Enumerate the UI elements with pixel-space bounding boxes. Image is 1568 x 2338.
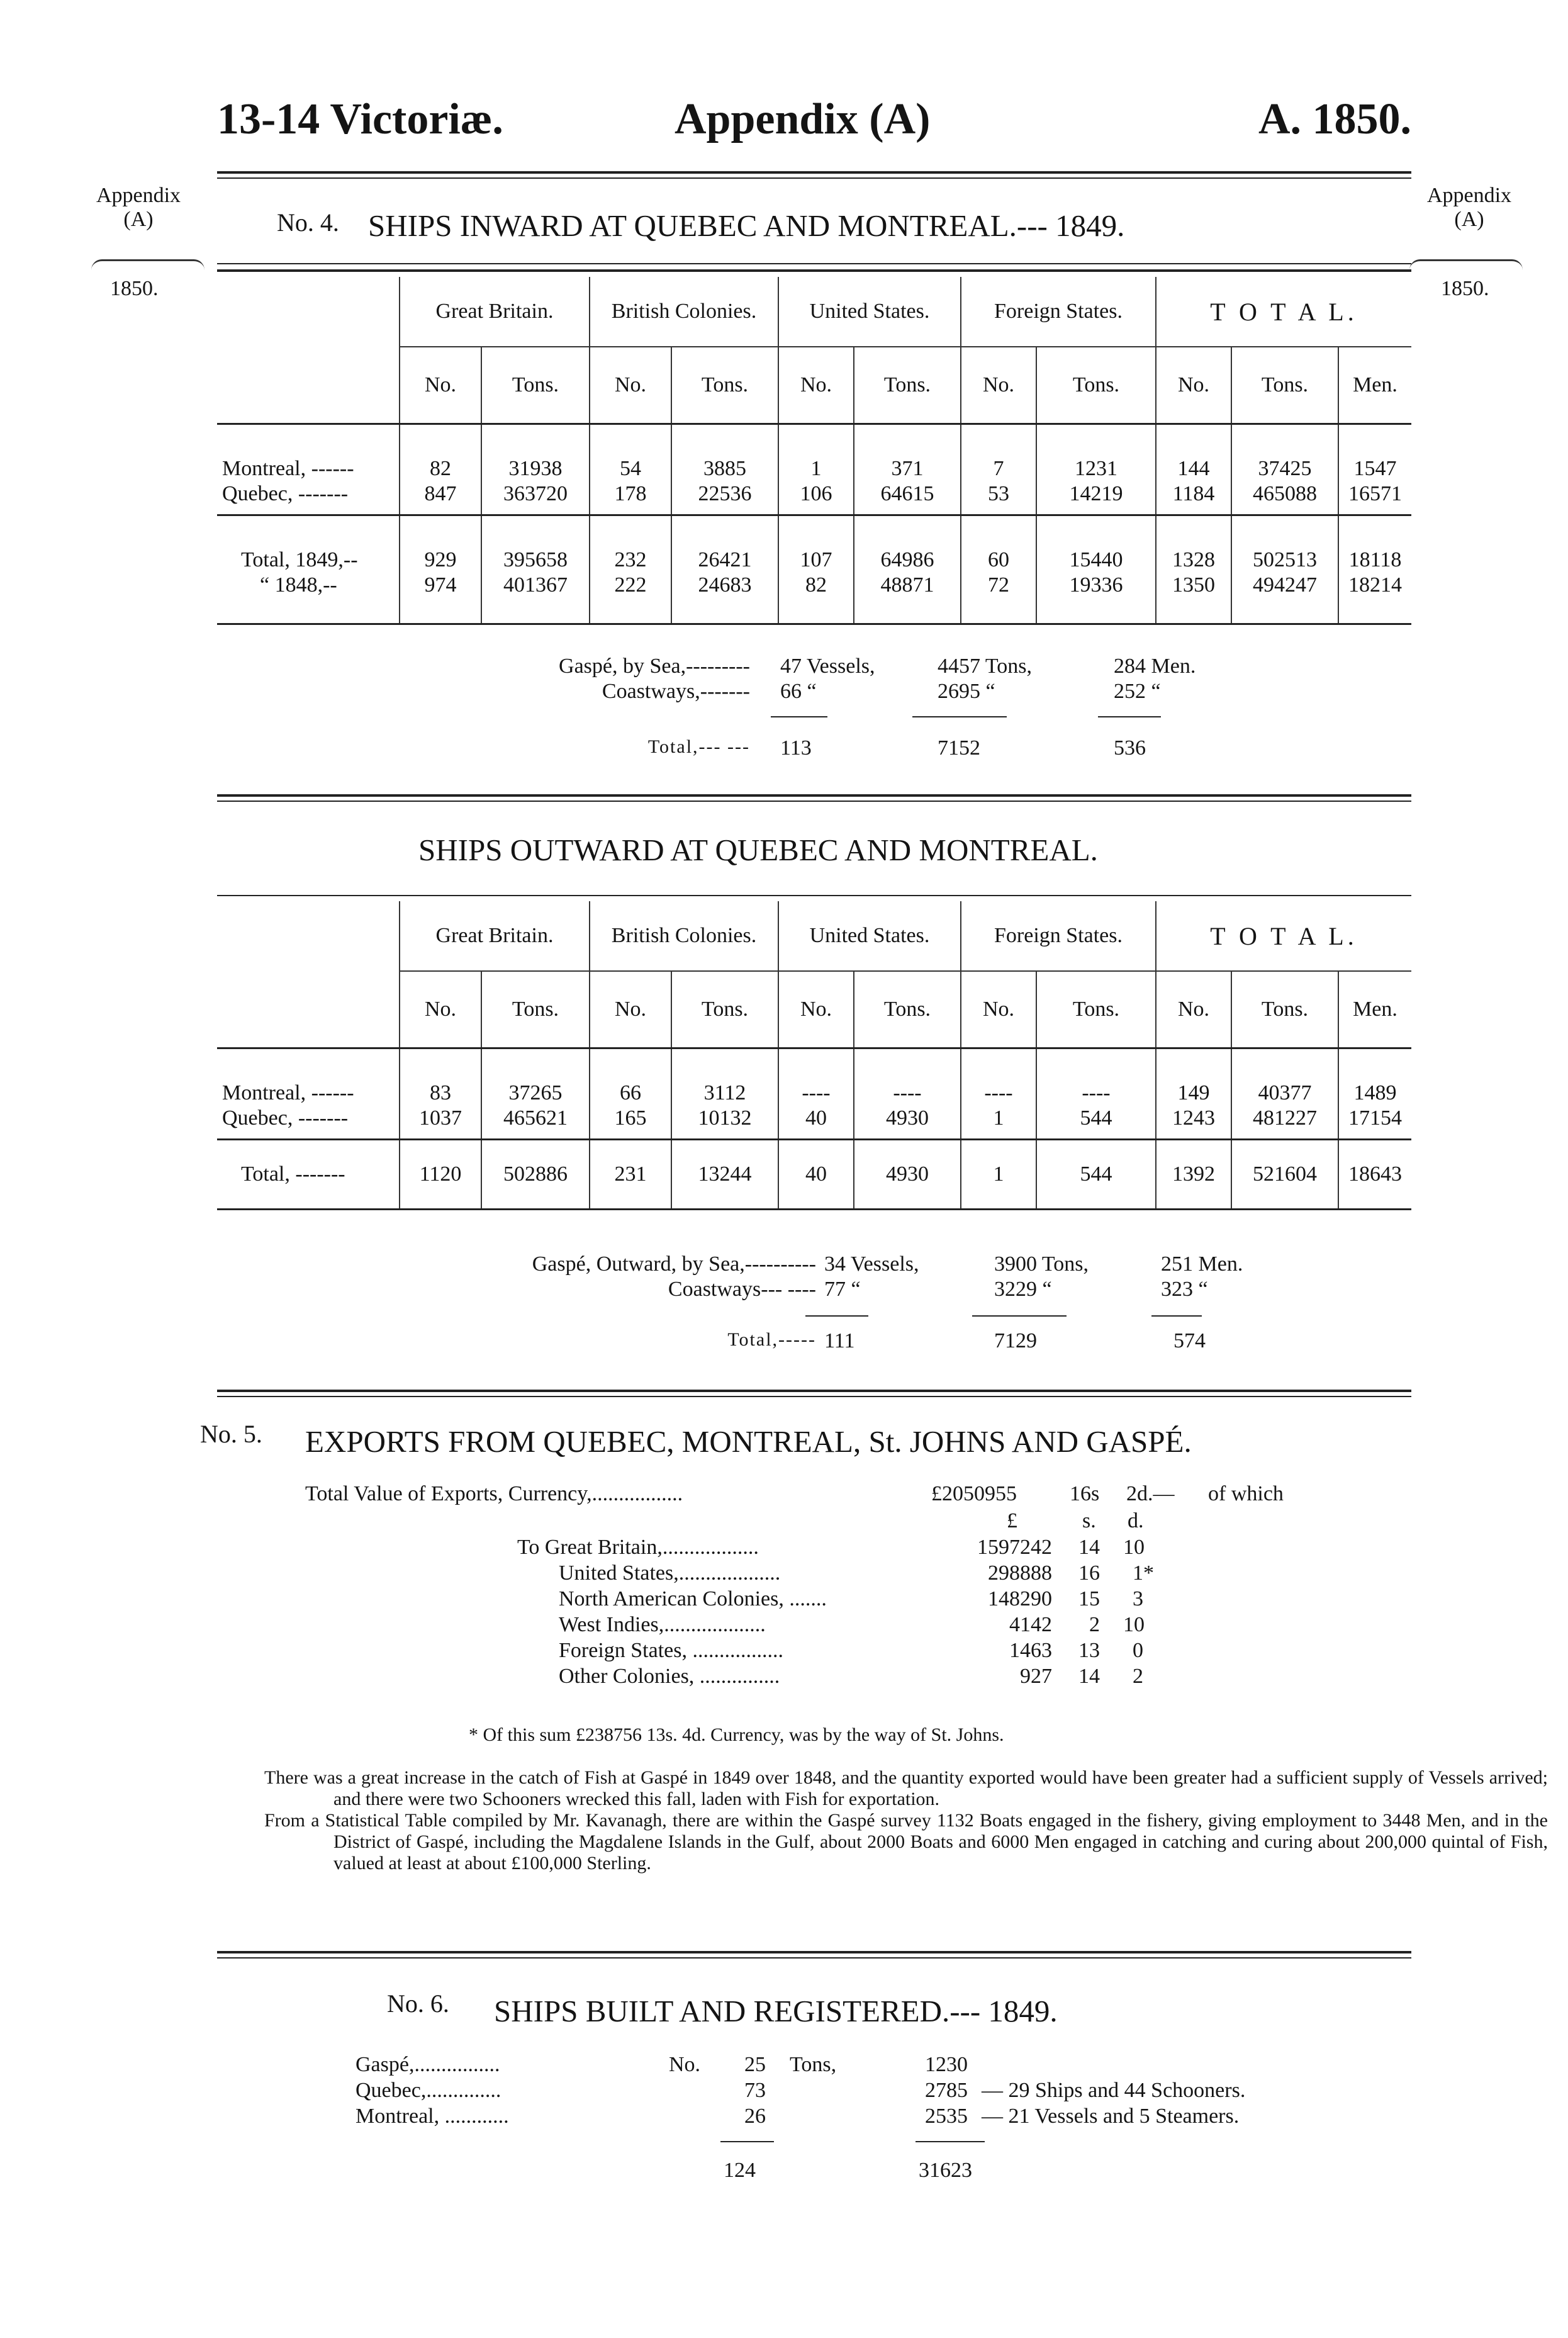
- margin-right-appendix: Appendix: [1426, 184, 1512, 207]
- col-header: No.: [778, 347, 854, 424]
- inward-coastways-men: 252 “: [1114, 680, 1161, 703]
- inward-total-tons: 7152: [938, 736, 980, 760]
- inward-gaspe-tons: 4457 Tons,: [938, 655, 1033, 678]
- exports-total-s: 16s: [1070, 1482, 1100, 1505]
- table-cell: ----: [1082, 1081, 1111, 1104]
- table-cell: 222: [614, 573, 647, 597]
- export-dest-d: 10: [1123, 1536, 1145, 1559]
- table-row: [217, 515, 1411, 624]
- table-cell: 1120: [400, 1140, 481, 1210]
- margin-left: [91, 184, 186, 232]
- table-cell: 1392: [1156, 1140, 1231, 1210]
- export-dest-s: 2: [1089, 1613, 1100, 1636]
- table-cell: 14219: [1069, 482, 1123, 505]
- col-header: Tons.: [671, 347, 778, 424]
- built-total-no: 124: [724, 2159, 756, 2182]
- table-cell: 13244: [671, 1140, 778, 1210]
- table-cell: ----: [893, 1081, 922, 1104]
- outward-coastways-men: 323 “: [1161, 1278, 1208, 1301]
- table-cell: 847: [424, 482, 457, 505]
- export-dest-label: North American Colonies, .......: [559, 1587, 827, 1610]
- built-total-tons: 31623: [919, 2159, 972, 2182]
- table-cell: 15440: [1069, 548, 1123, 571]
- table-cell: 371: [891, 457, 924, 480]
- unit-pounds: £: [1007, 1509, 1017, 1532]
- exports-of-which: of which: [1208, 1482, 1284, 1505]
- table-cell: 54: [620, 457, 641, 480]
- table-cell: 165: [614, 1106, 647, 1130]
- outward-gaspe-tons: 3900 Tons,: [994, 1252, 1089, 1276]
- export-dest-d: 1*: [1133, 1561, 1154, 1585]
- table-cell: 26421: [698, 548, 752, 571]
- exports-title: EXPORTS FROM QUEBEC, MONTREAL, St. JOHNS AND GASPÉ.: [305, 1424, 1192, 1459]
- sum-rule: [972, 1315, 1067, 1317]
- table-cell: 64615: [880, 482, 934, 505]
- inward-title: SHIPS INWARD AT QUEBEC AND MONTREAL.--- 1849.: [368, 208, 1125, 243]
- export-dest-pounds: 927: [1020, 1665, 1052, 1688]
- inward-sub-header: [217, 347, 1411, 424]
- built-no-label: No.: [669, 2053, 701, 2076]
- sum-rule: [720, 2141, 774, 2142]
- table-cell: 18118: [1348, 548, 1402, 571]
- rule: [217, 263, 1411, 264]
- inward-gaspe-men: 284 Men.: [1114, 655, 1196, 678]
- outward-coastways-label: Coastways--- ----: [668, 1278, 816, 1301]
- table-cell: 231: [590, 1140, 671, 1210]
- col-header: Tons.: [1231, 971, 1338, 1048]
- table-cell: 82: [805, 573, 827, 597]
- inward-total-label: Total,--- ---: [647, 736, 750, 757]
- built-note: — 29 Ships and 44 Schooners.: [982, 2079, 1246, 2102]
- inward-group-foreign-states: Foreign States.: [961, 277, 1156, 347]
- built-place: Gaspé,................: [356, 2053, 500, 2076]
- built-no: 73: [744, 2079, 766, 2102]
- row-label: Quebec, -------: [222, 1106, 349, 1130]
- table-cell: 53: [988, 482, 1009, 505]
- table-cell: 4930: [886, 1106, 929, 1130]
- export-dest-s: 13: [1078, 1639, 1100, 1662]
- outward-total-men: 574: [1173, 1329, 1206, 1352]
- unit-shillings: s.: [1082, 1509, 1096, 1532]
- table-cell: 22536: [698, 482, 752, 505]
- inward-group-great-britain: Great Britain.: [400, 277, 590, 347]
- inward-coastways-label: Coastways,-------: [602, 680, 750, 703]
- table-cell: 16571: [1348, 482, 1402, 505]
- table-cell: 82: [430, 457, 451, 480]
- export-dest-d: 0: [1133, 1639, 1143, 1662]
- inward-gaspe-vessels: 47 Vessels,: [780, 655, 875, 678]
- table-cell: 1243: [1172, 1106, 1215, 1130]
- built-tons: 2535: [925, 2105, 968, 2128]
- table-cell: 37265: [508, 1081, 563, 1104]
- table-cell: 4930: [854, 1140, 961, 1210]
- outward-group-great-britain: Great Britain.: [400, 901, 590, 971]
- row-label: Total, 1849,--: [241, 548, 358, 571]
- col-header: No.: [778, 971, 854, 1048]
- table-cell: 19336: [1069, 573, 1123, 597]
- table-cell: 232: [614, 548, 647, 571]
- rule: [217, 177, 1411, 179]
- outward-total-vessels: 111: [824, 1329, 855, 1352]
- export-dest-pounds: 298888: [988, 1561, 1052, 1585]
- built-title: SHIPS BUILT AND REGISTERED.--- 1849.: [494, 1994, 1058, 2028]
- exports-paragraph-1: There was a great increase in the catch of Fish at Gaspé in 1849 over 1848, and the quantity exported would have been greater had a sufficient supply of Vessels arrived; and there were two Schooners wrecked this fall, laden with Fish for exportation.: [264, 1767, 1548, 1809]
- outward-gaspe-vessels: 34 Vessels,: [824, 1252, 919, 1276]
- col-header: Tons.: [854, 971, 961, 1048]
- table-cell: 1037: [419, 1106, 462, 1130]
- rule: [217, 269, 1411, 272]
- col-header: Tons.: [671, 971, 778, 1048]
- rule: [217, 801, 1411, 802]
- row-label: Montreal, ------: [222, 1081, 354, 1104]
- col-header: Tons.: [1036, 971, 1156, 1048]
- margin-right: [1419, 184, 1520, 232]
- col-header: Tons.: [1036, 347, 1156, 424]
- table-cell: 502513: [1253, 548, 1317, 571]
- rule: [217, 1957, 1411, 1959]
- table-cell: 18214: [1348, 573, 1402, 597]
- export-dest-s: 15: [1078, 1587, 1100, 1610]
- table-cell: ----: [984, 1081, 1013, 1104]
- exports-paragraphs: [264, 1767, 1548, 1874]
- table-cell: 48871: [880, 573, 934, 597]
- inward-coastways-vessels: 66 “: [780, 680, 817, 703]
- header-center: Appendix (A): [675, 95, 931, 143]
- table-cell: 544: [1080, 1106, 1112, 1130]
- inward-total-vessels: 113: [780, 736, 812, 760]
- built-tons: 1230: [925, 2053, 968, 2076]
- rule: [217, 794, 1411, 797]
- table-cell: 3885: [703, 457, 746, 480]
- export-dest-d: 3: [1133, 1587, 1143, 1610]
- exports-paragraph-2: From a Statistical Table compiled by Mr. Kavanagh, there are within the Gaspé survey 1132 Boats engaged in the fishery, giving employment to 3448 Men, and in the District of Gaspé, including the Magdalene Islands in the Gulf, about 2000 Boats and 6000 Men engaged in catching and curing about 200,000 quintal of Fish, valued at least at about £100,000 Sterling.: [264, 1810, 1548, 1874]
- table-cell: 481227: [1253, 1106, 1317, 1130]
- inward-number: No. 4.: [277, 208, 339, 237]
- built-place: Quebec,..............: [356, 2079, 501, 2102]
- table-cell: 40: [778, 1140, 854, 1210]
- exports-footnote: * Of this sum £238756 13s. 4d. Currency, was by the way of St. Johns.: [469, 1724, 1004, 1745]
- built-note: — 21 Vessels and 5 Steamers.: [982, 2105, 1240, 2128]
- inward-total-men: 536: [1114, 736, 1146, 760]
- table-cell: 31938: [508, 457, 563, 480]
- outward-total-label: Total,-----: [727, 1329, 816, 1350]
- export-dest-label: United States,...................: [559, 1561, 781, 1585]
- margin-right-year: 1850.: [1441, 277, 1489, 300]
- built-no: 26: [744, 2105, 766, 2128]
- table-cell: 1489: [1353, 1081, 1397, 1104]
- table-cell: 37425: [1258, 457, 1312, 480]
- exports-total-d: 2d.—: [1126, 1482, 1175, 1505]
- outward-group-row: [217, 901, 1411, 971]
- sum-rule: [1151, 1315, 1202, 1317]
- rule: [217, 1396, 1411, 1397]
- export-dest-label: Foreign States, .................: [559, 1639, 783, 1662]
- col-header: No.: [1156, 347, 1231, 424]
- header-right: A. 1850.: [1258, 95, 1412, 143]
- table-cell: 395658: [503, 548, 568, 571]
- table-cell: 17154: [1348, 1106, 1402, 1130]
- table-cell: 521604: [1231, 1140, 1338, 1210]
- sum-rule: [912, 716, 1007, 717]
- outward-sub-header: [217, 971, 1411, 1048]
- built-place: Montreal, ............: [356, 2105, 509, 2128]
- sum-rule: [916, 2141, 985, 2142]
- col-header: Men.: [1338, 971, 1411, 1048]
- table-cell: 544: [1036, 1140, 1156, 1210]
- export-dest-s: 14: [1078, 1536, 1100, 1559]
- margin-left-year: 1850.: [110, 277, 159, 300]
- export-dest-pounds: 1463: [1009, 1639, 1052, 1662]
- table-cell: 106: [800, 482, 832, 505]
- export-dest-label: To Great Britain,..................: [517, 1536, 759, 1559]
- inward-group-united-states: United States.: [778, 277, 961, 347]
- export-dest-label: Other Colonies, ...............: [559, 1665, 780, 1688]
- row-label: Quebec, -------: [222, 482, 349, 505]
- exports-total-label: Total Value of Exports, Currency,.................: [305, 1482, 683, 1505]
- table-cell: 107: [800, 548, 832, 571]
- table-cell: 1: [810, 457, 822, 480]
- built-tons: 2785: [925, 2079, 968, 2102]
- margin-right-brace: [1409, 259, 1523, 270]
- outward-coastways-vessels: 77 “: [824, 1278, 861, 1301]
- table-cell: 60: [988, 548, 1009, 571]
- exports-total-value: £2050955: [931, 1482, 1017, 1505]
- rule: [217, 1390, 1411, 1392]
- rule: [217, 1951, 1411, 1953]
- table-cell: 363720: [503, 482, 568, 505]
- table-cell: 40: [805, 1106, 827, 1130]
- inward-coastways-tons: 2695 “: [938, 680, 995, 703]
- unit-pence: d.: [1128, 1509, 1144, 1532]
- export-dest-pounds: 148290: [988, 1587, 1052, 1610]
- table-cell: 10132: [698, 1106, 752, 1130]
- row-label: Total, -------: [241, 1162, 345, 1186]
- built-no: 25: [744, 2053, 766, 2076]
- table-cell: 401367: [503, 573, 568, 597]
- export-dest-d: 2: [1133, 1665, 1143, 1688]
- table-cell: 1350: [1172, 573, 1215, 597]
- inward-group-british-colonies: British Colonies.: [590, 277, 778, 347]
- table-row: [217, 424, 1411, 515]
- col-header: No.: [1156, 971, 1231, 1048]
- table-cell: 494247: [1253, 573, 1317, 597]
- sum-rule: [805, 1315, 868, 1317]
- col-header: No.: [590, 971, 671, 1048]
- col-header: Tons.: [481, 347, 590, 424]
- export-dest-s: 14: [1078, 1665, 1100, 1688]
- table-cell: 974: [424, 573, 457, 597]
- row-label: “ 1848,--: [260, 573, 337, 597]
- col-header: Tons.: [854, 347, 961, 424]
- outward-title: SHIPS OUTWARD AT QUEBEC AND MONTREAL.: [418, 833, 1098, 867]
- table-cell: 3112: [703, 1081, 746, 1104]
- export-dest-pounds: 4142: [1009, 1613, 1052, 1636]
- table-cell: 83: [430, 1081, 451, 1104]
- margin-left-appendix: Appendix: [96, 184, 181, 207]
- table-cell: 1: [993, 1106, 1004, 1130]
- table-cell: 465621: [503, 1106, 568, 1130]
- outward-group-british-colonies: British Colonies.: [590, 901, 778, 971]
- table-cell: 72: [988, 573, 1009, 597]
- outward-coastways-tons: 3229 “: [994, 1278, 1052, 1301]
- inward-group-total: T O T A L.: [1156, 277, 1411, 347]
- outward-gaspe-label: Gaspé, Outward, by Sea,----------: [532, 1252, 816, 1276]
- outward-group-foreign-states: Foreign States.: [961, 901, 1156, 971]
- table-cell: 178: [614, 482, 647, 505]
- table-cell: 1231: [1075, 457, 1117, 480]
- outward-group-total: T O T A L.: [1156, 901, 1411, 971]
- export-dest-label: West Indies,...................: [559, 1613, 766, 1636]
- rule: [217, 895, 1411, 896]
- table-row: [217, 1048, 1411, 1140]
- table-cell: 64986: [880, 548, 934, 571]
- table-cell: 502886: [481, 1140, 590, 1210]
- table-cell: 144: [1177, 457, 1210, 480]
- sum-rule: [771, 716, 827, 717]
- inward-group-row: [217, 277, 1411, 347]
- built-tons-label: Tons,: [790, 2053, 837, 2076]
- outward-gaspe-men: 251 Men.: [1161, 1252, 1243, 1276]
- table-cell: 465088: [1253, 482, 1317, 505]
- table-cell: 40377: [1258, 1081, 1312, 1104]
- inward-table: [217, 277, 1411, 625]
- col-header: No.: [400, 971, 481, 1048]
- table-cell: 1547: [1353, 457, 1397, 480]
- col-header: Men.: [1338, 347, 1411, 424]
- sum-rule: [1098, 716, 1161, 717]
- col-header: No.: [961, 971, 1036, 1048]
- export-dest-d: 10: [1123, 1613, 1145, 1636]
- row-label: Montreal, ------: [222, 457, 354, 480]
- built-number: No. 6.: [387, 1989, 449, 2018]
- outward-table: [217, 901, 1411, 1210]
- margin-left-a: (A): [123, 208, 154, 231]
- inward-gaspe-label: Gaspé, by Sea,---------: [559, 655, 750, 678]
- export-dest-pounds: 1597242: [977, 1536, 1052, 1559]
- col-header: Tons.: [1231, 347, 1338, 424]
- table-cell: 1184: [1172, 482, 1215, 505]
- margin-left-brace: [91, 259, 204, 270]
- export-dest-s: 16: [1078, 1561, 1100, 1585]
- exports-number: No. 5.: [200, 1420, 262, 1448]
- margin-right-a: (A): [1454, 208, 1484, 231]
- outward-group-united-states: United States.: [778, 901, 961, 971]
- table-cell: 7: [993, 457, 1004, 480]
- table-cell: ----: [802, 1081, 831, 1104]
- table-cell: 929: [424, 548, 457, 571]
- table-cell: 66: [620, 1081, 641, 1104]
- col-header: Tons.: [481, 971, 590, 1048]
- rule: [217, 171, 1411, 174]
- header-left: 13-14 Victoriæ.: [217, 95, 503, 143]
- table-cell: 18643: [1338, 1140, 1411, 1210]
- col-header: No.: [590, 347, 671, 424]
- table-cell: 149: [1177, 1081, 1210, 1104]
- col-header: No.: [400, 347, 481, 424]
- table-cell: 1: [961, 1140, 1036, 1210]
- outward-total-tons: 7129: [994, 1329, 1037, 1352]
- table-cell: 1328: [1172, 548, 1215, 571]
- col-header: No.: [961, 347, 1036, 424]
- table-row: [217, 1140, 1411, 1210]
- table-cell: 24683: [698, 573, 752, 597]
